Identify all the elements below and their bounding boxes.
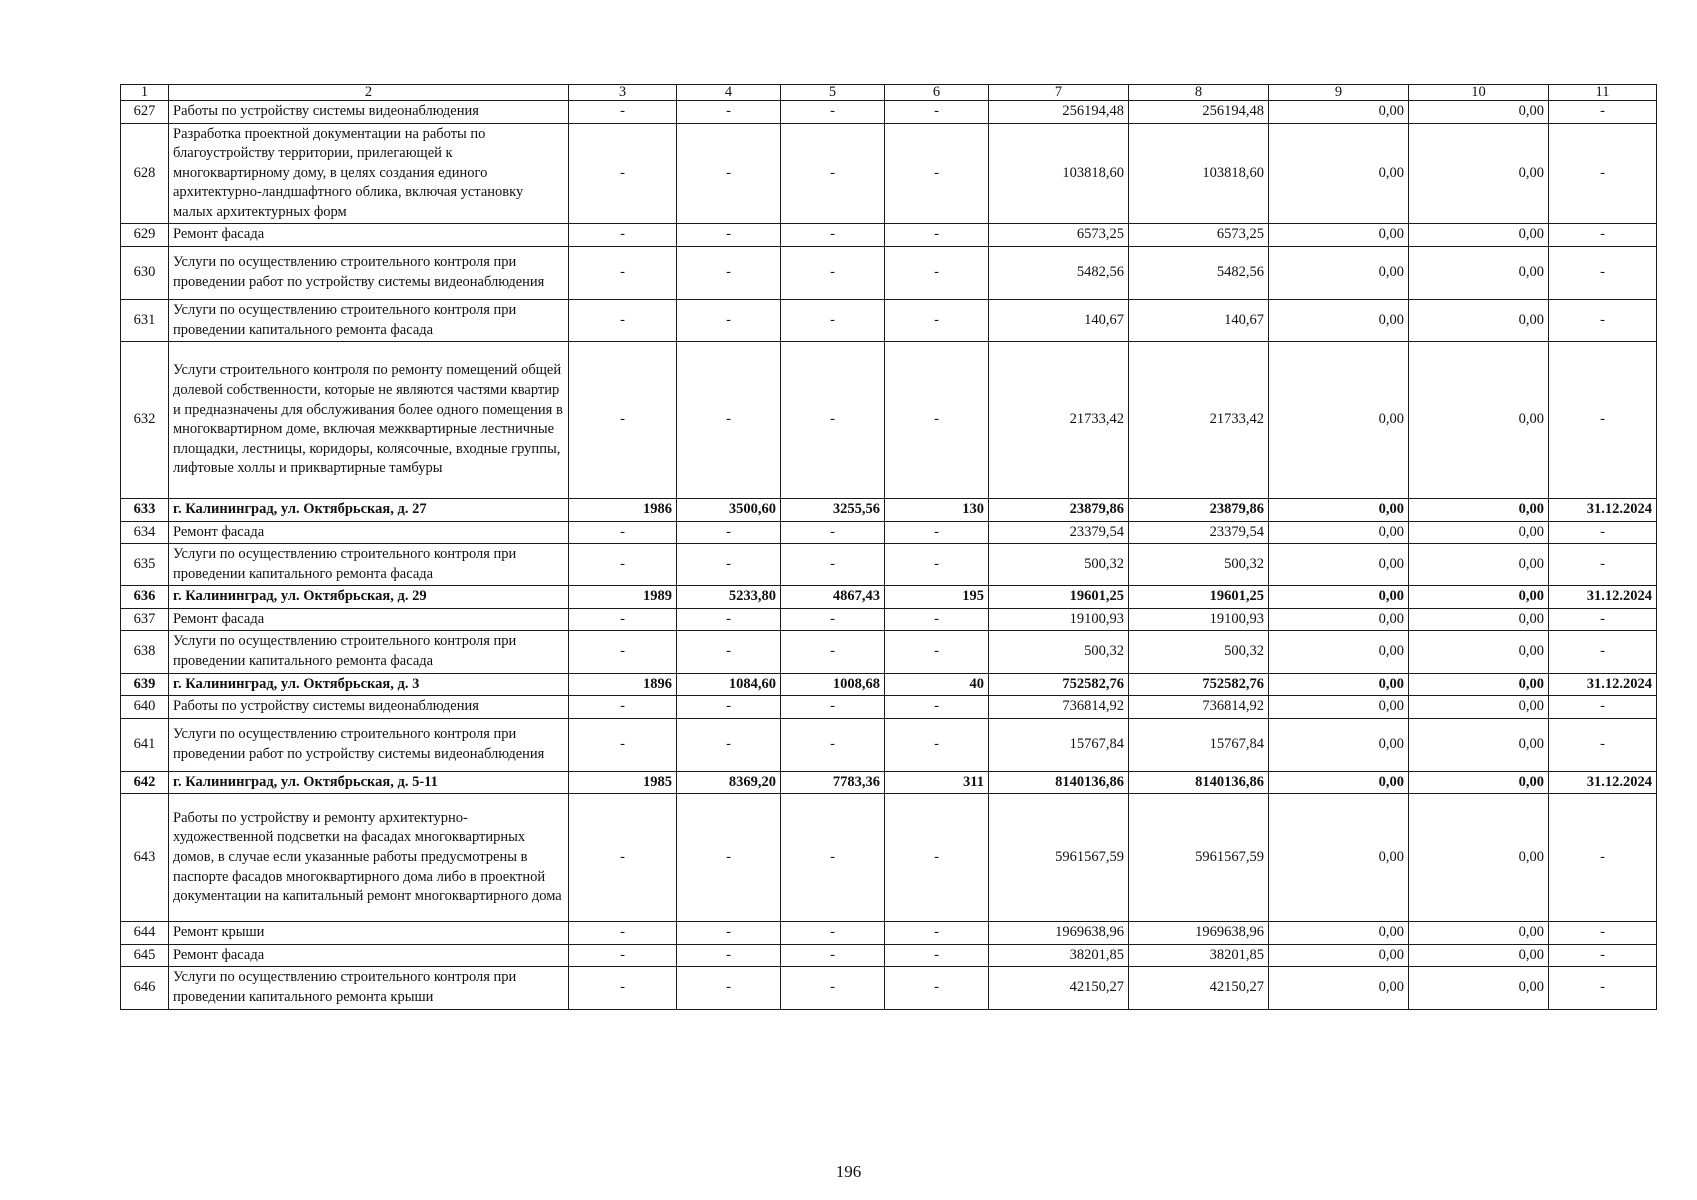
work-row [121,696,1657,719]
deadline-cell: 31.12.2024 [1549,673,1657,696]
year-cell: - [569,101,677,124]
address-row [121,771,1657,794]
area-living-cell: - [781,696,885,719]
area-living-cell: - [781,608,885,631]
cost-budget-cell: 0,00 [1269,794,1409,922]
row-name: Работы по устройству системы видеонаблюдения [169,696,569,719]
year-cell: - [569,224,677,247]
deadline-cell: 31.12.2024 [1549,499,1657,522]
row-number: 643 [121,794,169,922]
column-number: 6 [885,85,989,101]
cost-total-cell: 500,32 [989,544,1129,586]
area-total-cell: - [677,696,781,719]
work-row [121,967,1657,1009]
area-total-cell: - [677,922,781,945]
row-number: 646 [121,967,169,1009]
cost-fund-cell: 736814,92 [1129,696,1269,719]
work-row [121,521,1657,544]
residents-cell: - [885,342,989,499]
deadline-cell: - [1549,608,1657,631]
area-living-cell: - [781,521,885,544]
cost-budget-cell: 0,00 [1269,123,1409,224]
cost-total-cell: 8140136,86 [989,771,1129,794]
cost-budget-cell: 0,00 [1269,101,1409,124]
residents-cell: - [885,944,989,967]
work-row [121,922,1657,945]
cost-other-cell: 0,00 [1409,246,1549,299]
cost-other-cell: 0,00 [1409,771,1549,794]
area-living-cell: - [781,944,885,967]
row-name: Ремонт фасада [169,608,569,631]
cost-other-cell: 0,00 [1409,224,1549,247]
area-total-cell: - [677,544,781,586]
deadline-cell: 31.12.2024 [1549,586,1657,609]
area-living-cell: - [781,299,885,341]
deadline-cell: - [1549,696,1657,719]
cost-other-cell: 0,00 [1409,696,1549,719]
capital-repair-table [120,84,1657,1010]
area-living-cell: - [781,544,885,586]
row-name: Услуги по осуществлению строительного контроля при проведении капитального ремонта фасада [169,544,569,586]
area-total-cell: - [677,101,781,124]
residents-cell: - [885,544,989,586]
residents-cell: - [885,718,989,771]
cost-budget-cell: 0,00 [1269,586,1409,609]
row-name: Работы по устройству системы видеонаблюдения [169,101,569,124]
area-total-cell: 5233,80 [677,586,781,609]
row-number: 645 [121,944,169,967]
address-row [121,673,1657,696]
area-living-cell: - [781,794,885,922]
year-cell: - [569,544,677,586]
address-row [121,499,1657,522]
cost-fund-cell: 103818,60 [1129,123,1269,224]
cost-fund-cell: 15767,84 [1129,718,1269,771]
row-number: 630 [121,246,169,299]
area-living-cell: - [781,718,885,771]
row-name: Разработка проектной документации на работы по благоустройству территории, прилегающей к многоквартирному дому, в целях создания единого архитектурно-ландшафтного облика, включая установку малых архитектурных форм [169,123,569,224]
column-number: 10 [1409,85,1549,101]
cost-fund-cell: 5482,56 [1129,246,1269,299]
area-total-cell: - [677,224,781,247]
cost-fund-cell: 140,67 [1129,299,1269,341]
area-total-cell: - [677,299,781,341]
cost-other-cell: 0,00 [1409,342,1549,499]
deadline-cell: - [1549,101,1657,124]
year-cell: - [569,123,677,224]
cost-total-cell: 6573,25 [989,224,1129,247]
residents-cell: - [885,922,989,945]
area-living-cell: 3255,56 [781,499,885,522]
cost-budget-cell: 0,00 [1269,696,1409,719]
cost-fund-cell: 23879,86 [1129,499,1269,522]
deadline-cell: - [1549,944,1657,967]
cost-total-cell: 140,67 [989,299,1129,341]
work-row [121,794,1657,922]
year-cell: 1985 [569,771,677,794]
year-cell: - [569,794,677,922]
cost-other-cell: 0,00 [1409,521,1549,544]
cost-budget-cell: 0,00 [1269,718,1409,771]
year-cell: - [569,718,677,771]
cost-fund-cell: 8140136,86 [1129,771,1269,794]
cost-budget-cell: 0,00 [1269,499,1409,522]
row-name: Ремонт фасада [169,944,569,967]
work-row [121,718,1657,771]
cost-budget-cell: 0,00 [1269,521,1409,544]
area-living-cell: - [781,922,885,945]
row-name: Услуги по осуществлению строительного контроля при проведении работ по устройству системы видеонаблюдения [169,718,569,771]
area-total-cell: - [677,342,781,499]
cost-total-cell: 42150,27 [989,967,1129,1009]
area-total-cell: - [677,944,781,967]
cost-other-cell: 0,00 [1409,631,1549,673]
cost-other-cell: 0,00 [1409,608,1549,631]
row-number: 637 [121,608,169,631]
residents-cell: 311 [885,771,989,794]
cost-fund-cell: 752582,76 [1129,673,1269,696]
deadline-cell: - [1549,123,1657,224]
cost-fund-cell: 42150,27 [1129,967,1269,1009]
cost-total-cell: 5961567,59 [989,794,1129,922]
area-total-cell: - [677,794,781,922]
area-living-cell: 7783,36 [781,771,885,794]
year-cell: - [569,696,677,719]
row-name: Ремонт фасада [169,521,569,544]
cost-total-cell: 21733,42 [989,342,1129,499]
column-number: 9 [1269,85,1409,101]
column-number: 11 [1549,85,1657,101]
cost-budget-cell: 0,00 [1269,299,1409,341]
residents-cell: - [885,224,989,247]
area-total-cell: - [677,608,781,631]
cost-other-cell: 0,00 [1409,794,1549,922]
year-cell: - [569,967,677,1009]
cost-other-cell: 0,00 [1409,944,1549,967]
row-name: г. Калининград, ул. Октябрьская, д. 27 [169,499,569,522]
cost-budget-cell: 0,00 [1269,631,1409,673]
area-total-cell: - [677,123,781,224]
cost-total-cell: 256194,48 [989,101,1129,124]
deadline-cell: - [1549,967,1657,1009]
row-name: Услуги строительного контроля по ремонту помещений общей долевой собственности, которые не являются частями квартир и предназначены для обслуживания более одного помещения в многоквартирном доме, включая межквартирные лестничные площадки, лестницы, коридоры, колясочные, входные группы, лифтовые холлы и приквартирные тамбуры [169,342,569,499]
cost-total-cell: 736814,92 [989,696,1129,719]
residents-cell: - [885,101,989,124]
row-number: 640 [121,696,169,719]
cost-budget-cell: 0,00 [1269,246,1409,299]
cost-fund-cell: 256194,48 [1129,101,1269,124]
row-number: 632 [121,342,169,499]
work-row [121,123,1657,224]
cost-other-cell: 0,00 [1409,101,1549,124]
cost-fund-cell: 500,32 [1129,544,1269,586]
cost-budget-cell: 0,00 [1269,967,1409,1009]
row-number: 635 [121,544,169,586]
cost-other-cell: 0,00 [1409,967,1549,1009]
cost-fund-cell: 19100,93 [1129,608,1269,631]
cost-total-cell: 19601,25 [989,586,1129,609]
cost-budget-cell: 0,00 [1269,673,1409,696]
residents-cell: - [885,631,989,673]
deadline-cell: - [1549,544,1657,586]
cost-other-cell: 0,00 [1409,586,1549,609]
cost-fund-cell: 500,32 [1129,631,1269,673]
column-number-row [121,85,1657,101]
row-number: 638 [121,631,169,673]
column-number: 4 [677,85,781,101]
area-living-cell: 4867,43 [781,586,885,609]
column-number: 2 [169,85,569,101]
year-cell: 1896 [569,673,677,696]
page-number: 196 [835,1162,862,1181]
year-cell: - [569,342,677,499]
row-number: 634 [121,521,169,544]
row-name: г. Калининград, ул. Октябрьская, д. 5-11 [169,771,569,794]
residents-cell: - [885,608,989,631]
cost-total-cell: 15767,84 [989,718,1129,771]
deadline-cell: - [1549,224,1657,247]
row-name: Работы по устройству и ремонту архитектурно-художественной подсветки на фасадах многоквартирных домов, в случае если указанные работы предусмотрены в паспорте фасадов многоквартирного дома либо в проектной документации на капитальный ремонт многоквартирного дома [169,794,569,922]
address-row [121,586,1657,609]
area-living-cell: - [781,967,885,1009]
row-name: г. Калининград, ул. Октябрьская, д. 3 [169,673,569,696]
area-total-cell: - [677,718,781,771]
cost-budget-cell: 0,00 [1269,922,1409,945]
cost-other-cell: 0,00 [1409,922,1549,945]
cost-fund-cell: 38201,85 [1129,944,1269,967]
work-row [121,631,1657,673]
area-living-cell: - [781,123,885,224]
deadline-cell: - [1549,342,1657,499]
row-name: г. Калининград, ул. Октябрьская, д. 29 [169,586,569,609]
cost-other-cell: 0,00 [1409,673,1549,696]
cost-total-cell: 500,32 [989,631,1129,673]
residents-cell: - [885,521,989,544]
row-name: Услуги по осуществлению строительного контроля при проведении работ по устройству системы видеонаблюдения [169,246,569,299]
deadline-cell: - [1549,794,1657,922]
cost-budget-cell: 0,00 [1269,544,1409,586]
area-living-cell: - [781,631,885,673]
deadline-cell: - [1549,631,1657,673]
deadline-cell: - [1549,922,1657,945]
work-row [121,342,1657,499]
deadline-cell: - [1549,718,1657,771]
cost-fund-cell: 1969638,96 [1129,922,1269,945]
area-living-cell: - [781,342,885,499]
area-total-cell: - [677,246,781,299]
residents-cell: - [885,967,989,1009]
residents-cell: 130 [885,499,989,522]
year-cell: 1989 [569,586,677,609]
row-name: Ремонт крыши [169,922,569,945]
area-total-cell: - [677,967,781,1009]
row-name: Ремонт фасада [169,224,569,247]
year-cell: - [569,246,677,299]
row-number: 628 [121,123,169,224]
area-living-cell: - [781,101,885,124]
cost-fund-cell: 23379,54 [1129,521,1269,544]
area-living-cell: - [781,224,885,247]
work-row [121,224,1657,247]
deadline-cell: 31.12.2024 [1549,771,1657,794]
residents-cell: 40 [885,673,989,696]
cost-total-cell: 1969638,96 [989,922,1129,945]
cost-other-cell: 0,00 [1409,299,1549,341]
area-total-cell: - [677,521,781,544]
deadline-cell: - [1549,299,1657,341]
column-number: 3 [569,85,677,101]
cost-total-cell: 5482,56 [989,246,1129,299]
row-number: 627 [121,101,169,124]
row-number: 636 [121,586,169,609]
row-number: 644 [121,922,169,945]
residents-cell: - [885,794,989,922]
area-total-cell: 1084,60 [677,673,781,696]
cost-total-cell: 19100,93 [989,608,1129,631]
cost-budget-cell: 0,00 [1269,771,1409,794]
cost-other-cell: 0,00 [1409,718,1549,771]
cost-budget-cell: 0,00 [1269,944,1409,967]
deadline-cell: - [1549,521,1657,544]
deadline-cell: - [1549,246,1657,299]
residents-cell: - [885,246,989,299]
row-number: 639 [121,673,169,696]
cost-budget-cell: 0,00 [1269,342,1409,499]
cost-other-cell: 0,00 [1409,499,1549,522]
column-number: 7 [989,85,1129,101]
year-cell: 1986 [569,499,677,522]
year-cell: - [569,922,677,945]
cost-budget-cell: 0,00 [1269,224,1409,247]
residents-cell: - [885,696,989,719]
work-row [121,246,1657,299]
column-number: 1 [121,85,169,101]
row-number: 642 [121,771,169,794]
area-living-cell: - [781,246,885,299]
cost-total-cell: 23379,54 [989,521,1129,544]
work-row [121,544,1657,586]
row-number: 629 [121,224,169,247]
area-living-cell: 1008,68 [781,673,885,696]
cost-total-cell: 103818,60 [989,123,1129,224]
area-total-cell: 3500,60 [677,499,781,522]
year-cell: - [569,299,677,341]
cost-total-cell: 38201,85 [989,944,1129,967]
area-total-cell: - [677,631,781,673]
cost-total-cell: 752582,76 [989,673,1129,696]
cost-fund-cell: 21733,42 [1129,342,1269,499]
cost-other-cell: 0,00 [1409,544,1549,586]
year-cell: - [569,631,677,673]
work-row [121,299,1657,341]
year-cell: - [569,608,677,631]
cost-fund-cell: 6573,25 [1129,224,1269,247]
column-number: 8 [1129,85,1269,101]
row-name: Услуги по осуществлению строительного контроля при проведении капитального ремонта крыши [169,967,569,1009]
area-total-cell: 8369,20 [677,771,781,794]
cost-fund-cell: 5961567,59 [1129,794,1269,922]
table-body [121,101,1657,1010]
year-cell: - [569,521,677,544]
residents-cell: - [885,299,989,341]
row-number: 633 [121,499,169,522]
residents-cell: - [885,123,989,224]
residents-cell: 195 [885,586,989,609]
work-row [121,608,1657,631]
cost-fund-cell: 19601,25 [1129,586,1269,609]
cost-budget-cell: 0,00 [1269,608,1409,631]
year-cell: - [569,944,677,967]
cost-total-cell: 23879,86 [989,499,1129,522]
row-number: 641 [121,718,169,771]
column-number: 5 [781,85,885,101]
cost-other-cell: 0,00 [1409,123,1549,224]
work-row [121,944,1657,967]
work-row [121,101,1657,124]
row-name: Услуги по осуществлению строительного контроля при проведении капитального ремонта фасада [169,631,569,673]
row-name: Услуги по осуществлению строительного контроля при проведении капитального ремонта фасада [169,299,569,341]
row-number: 631 [121,299,169,341]
